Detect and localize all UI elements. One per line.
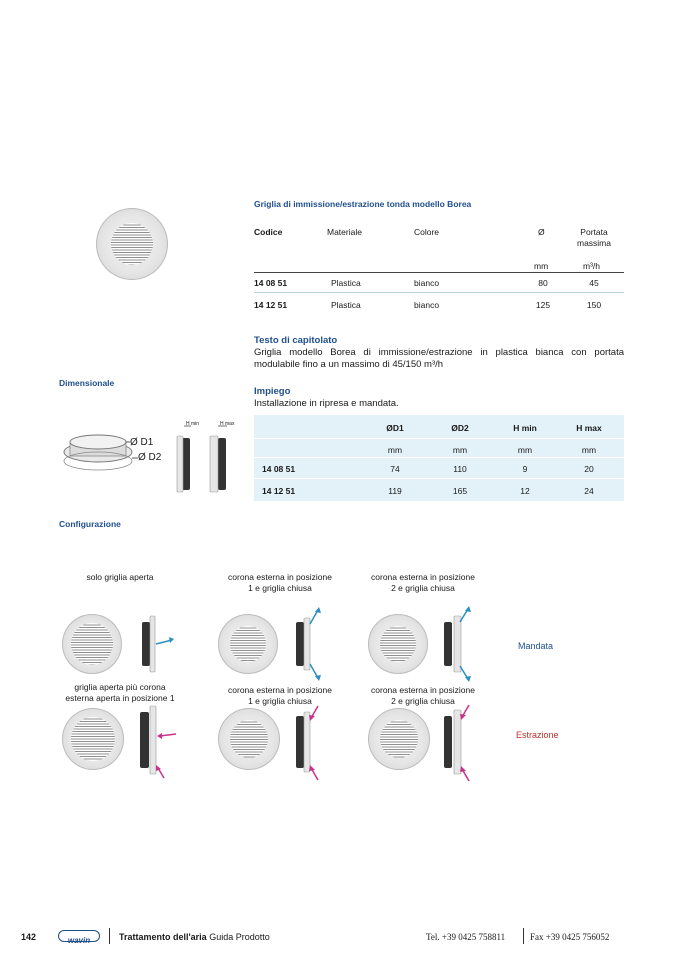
config-caption-6-line2: 2 e griglia chiusa — [391, 696, 455, 706]
table2-header-d1: ØD1 — [386, 423, 404, 433]
table2-header-d2: ØD2 — [451, 423, 469, 433]
table2-unit-hmin: mm — [517, 445, 533, 455]
table2-unit-hmax: mm — [581, 445, 597, 455]
table1-header-code: Codice — [254, 227, 283, 237]
config-caption-4-line2: esterna aperta in posizione 1 — [65, 693, 175, 703]
table2-row2-hmax: 24 — [584, 486, 594, 496]
diagram-d1-label: Ø D1 — [130, 437, 154, 448]
footer-fax: Fax +39 0425 756052 — [530, 932, 610, 942]
config-caption-2-line1: corona esterna in posizione — [228, 572, 332, 582]
table2-header-hmin: H min — [513, 423, 537, 433]
config-caption-4-line1: griglia aperta più corona — [74, 682, 166, 692]
table2-row2-code: 14 12 51 — [262, 486, 296, 496]
footer-divider-1 — [109, 928, 110, 944]
table1-row2-code: 14 12 51 — [254, 300, 288, 310]
table1-unit-flow: m³/h — [583, 261, 600, 271]
config-caption-6-line1: corona esterna in posizione — [371, 685, 475, 695]
footer-divider-2 — [523, 928, 524, 944]
table1-divider — [254, 272, 624, 273]
table1-row2-material: Plastica — [331, 300, 361, 310]
table2-row1-d1: 74 — [390, 464, 400, 474]
table1-header-diameter: Ø — [538, 227, 545, 237]
config-label: Configurazione — [59, 519, 121, 529]
config2-grille-slats — [230, 626, 266, 662]
diagram-d2-label: Ø D2 — [138, 452, 162, 463]
table2-unit-divider — [254, 457, 624, 458]
config1-grille-slats — [71, 623, 113, 665]
config6-side-view — [440, 700, 480, 784]
diagram-hmax-label: H max — [220, 421, 235, 427]
config-caption-3-line2: 2 e griglia chiusa — [391, 583, 455, 593]
config3-side-view — [440, 604, 480, 684]
config-caption-5-line1: corona esterna in posizione — [228, 685, 332, 695]
diagram-side-max — [218, 438, 226, 490]
footer-title-rest: Guida Prodotto — [209, 932, 270, 942]
table2-row2-d2: 165 — [452, 486, 468, 496]
config-caption-2-line2: 1 e griglia chiusa — [248, 583, 312, 593]
config5-grille-slats — [230, 720, 268, 758]
table1-row1-material: Plastica — [331, 278, 361, 288]
diagram-hmin-label: H min — [186, 421, 200, 427]
config4-side-view — [136, 700, 180, 780]
diagram-top-ring — [70, 435, 126, 449]
dimensional-label: Dimensionale — [59, 378, 115, 388]
table2-row1-hmax: 20 — [584, 464, 594, 474]
table1-row1-color: bianco — [414, 278, 440, 288]
mandata-label: Mandata — [518, 641, 554, 651]
page-number: 142 — [21, 932, 37, 942]
config4-grille-slats — [71, 717, 115, 761]
usage-heading: Impiego — [254, 386, 291, 397]
config4-arrow-right — [160, 734, 176, 736]
product-title: Griglia di immissione/estrazione tonda modello Borea — [254, 199, 472, 209]
footer-tel: Tel. +39 0425 758811 — [426, 932, 506, 942]
table2-row-divider — [254, 478, 624, 479]
config1-side-view — [136, 612, 176, 676]
table1-row-divider — [254, 292, 624, 293]
brand-logo-text: wavin — [67, 936, 91, 945]
table1-row2-diameter: 125 — [535, 300, 551, 310]
table1-header-color: Colore — [414, 227, 440, 237]
footer-title — [119, 932, 270, 942]
config-caption-1: solo griglia aperta — [86, 572, 154, 582]
table1-header-flow-line2: massima — [576, 238, 611, 248]
config2-side-view — [292, 604, 332, 684]
table2-unit-d1: mm — [387, 445, 403, 455]
table1-row2-color: bianco — [414, 300, 440, 310]
table2-header-hmax: H max — [576, 423, 602, 433]
table2-unit-d2: mm — [452, 445, 468, 455]
spec-text: Griglia modello Borea di immissione/estrazione in plastica bianca con portata modulabile fino a un massimo di 45/150 m³/h — [254, 347, 624, 370]
config3-grille-slats — [380, 626, 416, 662]
table1-row1-flow: 45 — [589, 278, 599, 288]
spec-heading: Testo di capitolato — [254, 335, 338, 346]
footer-title-bold: Trattamento dell'aria — [119, 932, 207, 942]
product-photo-grille — [111, 223, 153, 265]
config6-grille-slats — [380, 720, 418, 758]
estrazione-label: Estrazione — [516, 730, 559, 740]
table2-row1-code: 14 08 51 — [262, 464, 296, 474]
table1-unit-diameter: mm — [534, 261, 549, 271]
diagram-side-max-face — [210, 436, 218, 492]
config-caption-5-line2: 1 e griglia chiusa — [248, 696, 312, 706]
table2-header-divider — [254, 438, 624, 439]
usage-text: Installazione in ripresa e mandata. — [254, 398, 399, 409]
table2-row1-d2: 110 — [453, 464, 467, 474]
config-caption-3-line1: corona esterna in posizione — [371, 572, 475, 582]
table1-row1-code: 14 08 51 — [254, 278, 288, 288]
diagram-side-min-face — [177, 436, 183, 492]
table1-row1-diameter: 80 — [538, 278, 548, 288]
brand-logo — [58, 930, 100, 945]
table1-header-material: Materiale — [327, 227, 362, 237]
config5-side-view — [292, 700, 332, 784]
table2-row2-hmin: 12 — [520, 486, 530, 496]
table2-row1-hmin: 9 — [522, 464, 528, 474]
table2-row2-d1: 119 — [388, 486, 402, 496]
table1-row2-flow: 150 — [586, 300, 602, 310]
table1-header-flow-line1: Portata — [580, 227, 608, 237]
